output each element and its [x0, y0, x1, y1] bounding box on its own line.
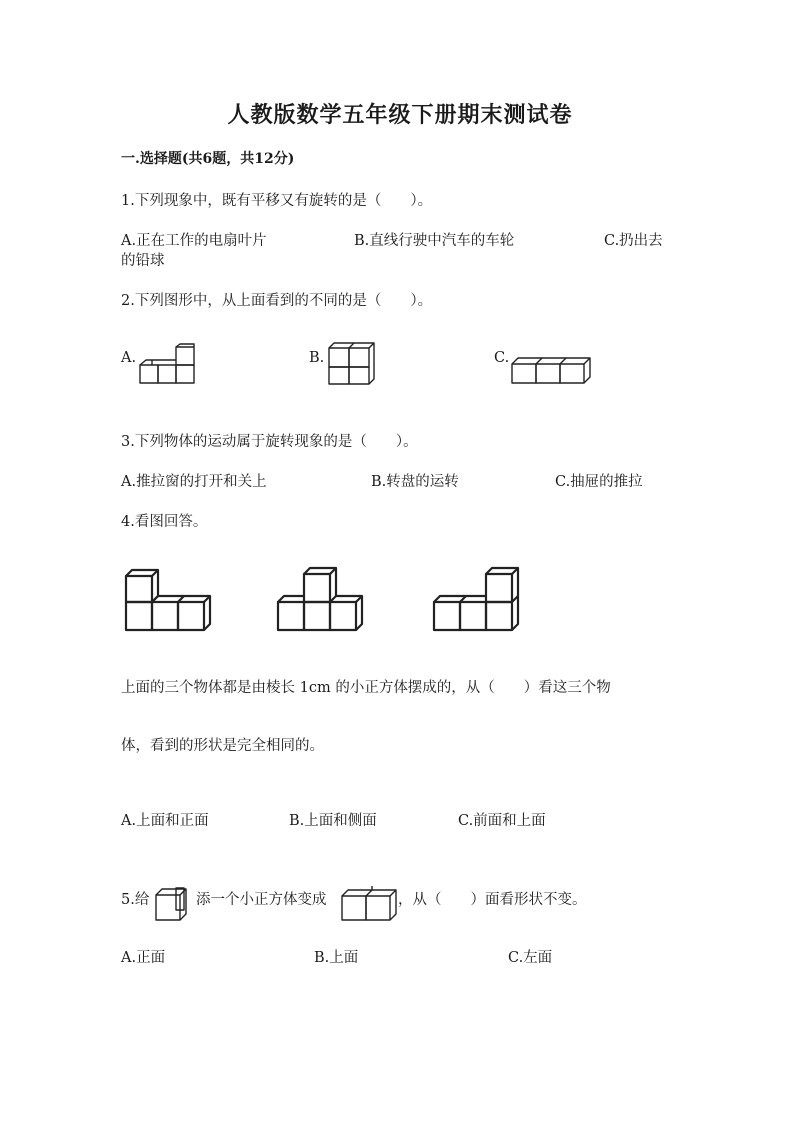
question-4-figure-2	[274, 562, 370, 634]
question-4-text-line-1: 上面的三个物体都是由棱长 1cm 的小正方体摆成的，从（ ）看这三个物	[121, 680, 611, 696]
question-5-option-c: C.左面	[508, 950, 553, 966]
question-4-option-b: B.上面和侧面	[289, 813, 377, 829]
question-4-stem: 4.看图回答。	[121, 514, 208, 530]
question-5-part-2: 添一个小正方体变成	[196, 892, 327, 908]
question-2-stem: 2.下列图形中，从上面看到的不同的是（ ）。	[121, 293, 433, 309]
question-3-option-a: A.推拉窗的打开和关上	[121, 474, 267, 490]
question-5-figure-after	[340, 884, 400, 924]
page-title: 人教版数学五年级下册期末测试卷	[227, 102, 573, 128]
question-5-option-a: A.正面	[121, 950, 166, 966]
question-1-option-c-continued: 的铅球	[121, 253, 165, 269]
question-5-option-b: B.上面	[314, 950, 359, 966]
question-2-figure-b	[323, 342, 383, 386]
question-3-option-c: C.抽屉的推拉	[555, 474, 643, 490]
question-4-text-line-2: 体，看到的形状是完全相同的。	[121, 738, 324, 754]
question-2-option-c: C.	[494, 350, 510, 366]
question-5-part-3: ，从（ ）面看形状不变。	[398, 892, 587, 908]
question-2-figure-a	[137, 343, 197, 387]
question-2-figure-c	[509, 355, 595, 387]
question-5-figure-before	[154, 884, 194, 924]
question-5-part-1: 5.给	[121, 892, 150, 908]
question-3-option-b: B.转盘的运转	[371, 474, 459, 490]
question-1-option-c: C.扔出去	[604, 233, 663, 249]
question-4-option-a: A.上面和正面	[121, 813, 209, 829]
question-4-figure-3	[430, 562, 526, 634]
question-2-option-a: A.	[121, 350, 137, 366]
question-4-figure-1	[122, 566, 218, 634]
section-heading: 一.选择题(共6题，共12分)	[121, 151, 295, 167]
question-1-option-a: A.正在工作的电扇叶片	[121, 233, 267, 249]
question-4-option-c: C.前面和上面	[458, 813, 546, 829]
question-2-option-b: B.	[309, 350, 325, 366]
question-1-option-b: B.直线行驶中汽车的车轮	[354, 233, 515, 249]
question-3-stem: 3.下列物体的运动属于旋转现象的是（ ）。	[121, 434, 418, 450]
question-1-stem: 1.下列现象中，既有平移又有旋转的是（ ）。	[121, 193, 433, 209]
